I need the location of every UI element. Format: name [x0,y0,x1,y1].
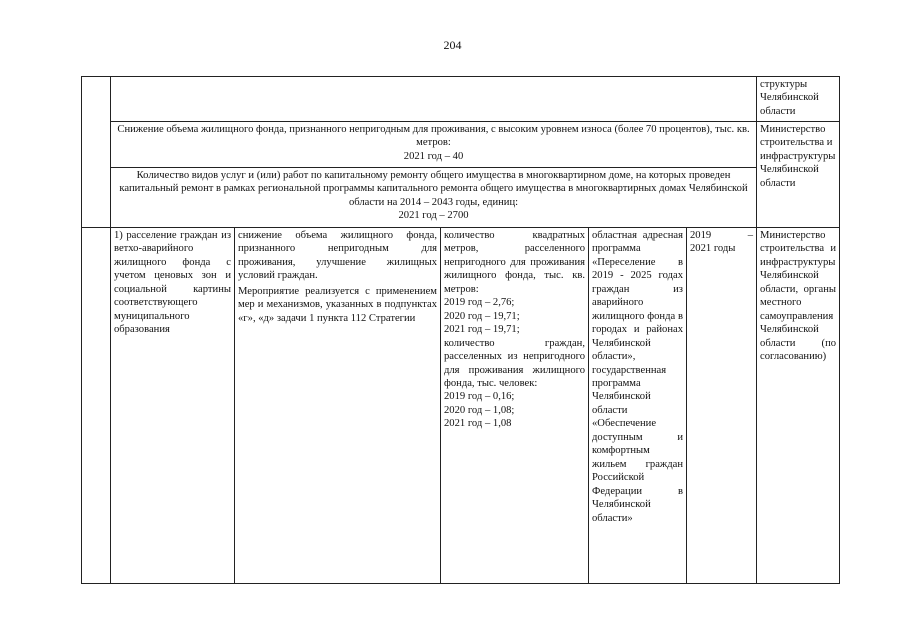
period-cell [687,228,757,584]
indicator-line: 2021 год – 19,71; [444,324,520,336]
indicator-line: количество граждан, расселенных из непригодного для проживания жилищного фонда, тыс. человек: [444,337,585,389]
indicator-values-cell [441,228,589,584]
executor-cell [757,228,840,584]
program-text: областная адресная программа «Переселение в 2019 - 2025 годах граждан из аварийного жилищного фонда в городах и районах Челябинской области», государственная программа Челябинской области «Обеспечение доступным и комфортным жильем граждан Российской Федерации в Челябинской области» [592,230,683,524]
table-row-continuation [82,77,840,122]
indicator-line: 2020 год – 19,71; [444,310,520,322]
indicators-agency-cell [757,122,840,228]
period-end: 2021 годы [690,243,736,255]
task-text: 1) расселение граждан из ветхо-аварийного жилищного фонда с учетом ценовых зон и социальной картины соответствующего муниципального образования [114,230,231,336]
table-row-main [82,228,840,584]
strategy-table [81,76,840,584]
executor-text: Министерство строительства и инфраструктуры Челябинской области, органы местного самоуправления Челябинской области (по согласованию) [760,230,837,363]
agency-text: структуры Челябинской области [760,79,819,117]
main-num-cell [82,228,111,584]
period-start: 2019 [690,230,712,241]
indicator-line: 2019 год – 2,76; [444,297,515,309]
indicator-line: количество квадратных метров, расселенного непригодного для проживания жилищного фонда, тыс. кв. метров: [444,230,585,295]
indicator-2-value: 2021 год – 2700 [398,210,469,222]
indicators-agency-text: Министерство строительства и инфраструктуры Челябинской области [760,124,836,189]
result-text-1: снижение объема жилищного фонда, признанного непригодным для проживания, улучшение жилищных условий граждан. [238,230,437,282]
result-text-2: Мероприятие реализуется с применением мер и механизмов, указанных в подпунктах «г», «д» задачи 1 пункта 112 Стратегии [238,285,437,324]
num-cell [82,77,111,228]
table-row-indicator-2 [82,168,840,228]
indicator-line: 2019 год – 0,16; [444,391,515,403]
result-cell [235,228,441,584]
period-start-line [690,229,753,242]
indicator-line: 2021 год – 1,08 [444,418,512,430]
program-cell [589,228,687,584]
period-dash: – [747,230,754,241]
indicator-1-value: 2021 год – 40 [403,150,464,162]
empty-merged-cell [111,77,757,122]
indicator-2-text: Количество видов услуг и (или) работ по капитальному ремонту общего имущества в многоквартирном доме, на которых проведен капитальный ремонт в рамках региональной программы капитального ремонта общего имущества в многоквартирных домах Челябинской области на 2014 – 2043 годы, единиц: [119,170,748,208]
task-cell [111,228,235,584]
indicator-line: 2020 год – 1,08; [444,404,515,416]
page-number: 204 [443,38,462,52]
indicator-1-text: Снижение объема жилищного фонда, признанного непригодным для проживания, с высоким уровнем износа (более 70 процентов), тыс. кв. метров: [117,124,750,149]
indicator-1-cell [111,122,757,168]
table-row-indicator-1 [82,122,840,168]
indicator-2-cell [111,168,757,228]
agency-cell [757,77,840,122]
